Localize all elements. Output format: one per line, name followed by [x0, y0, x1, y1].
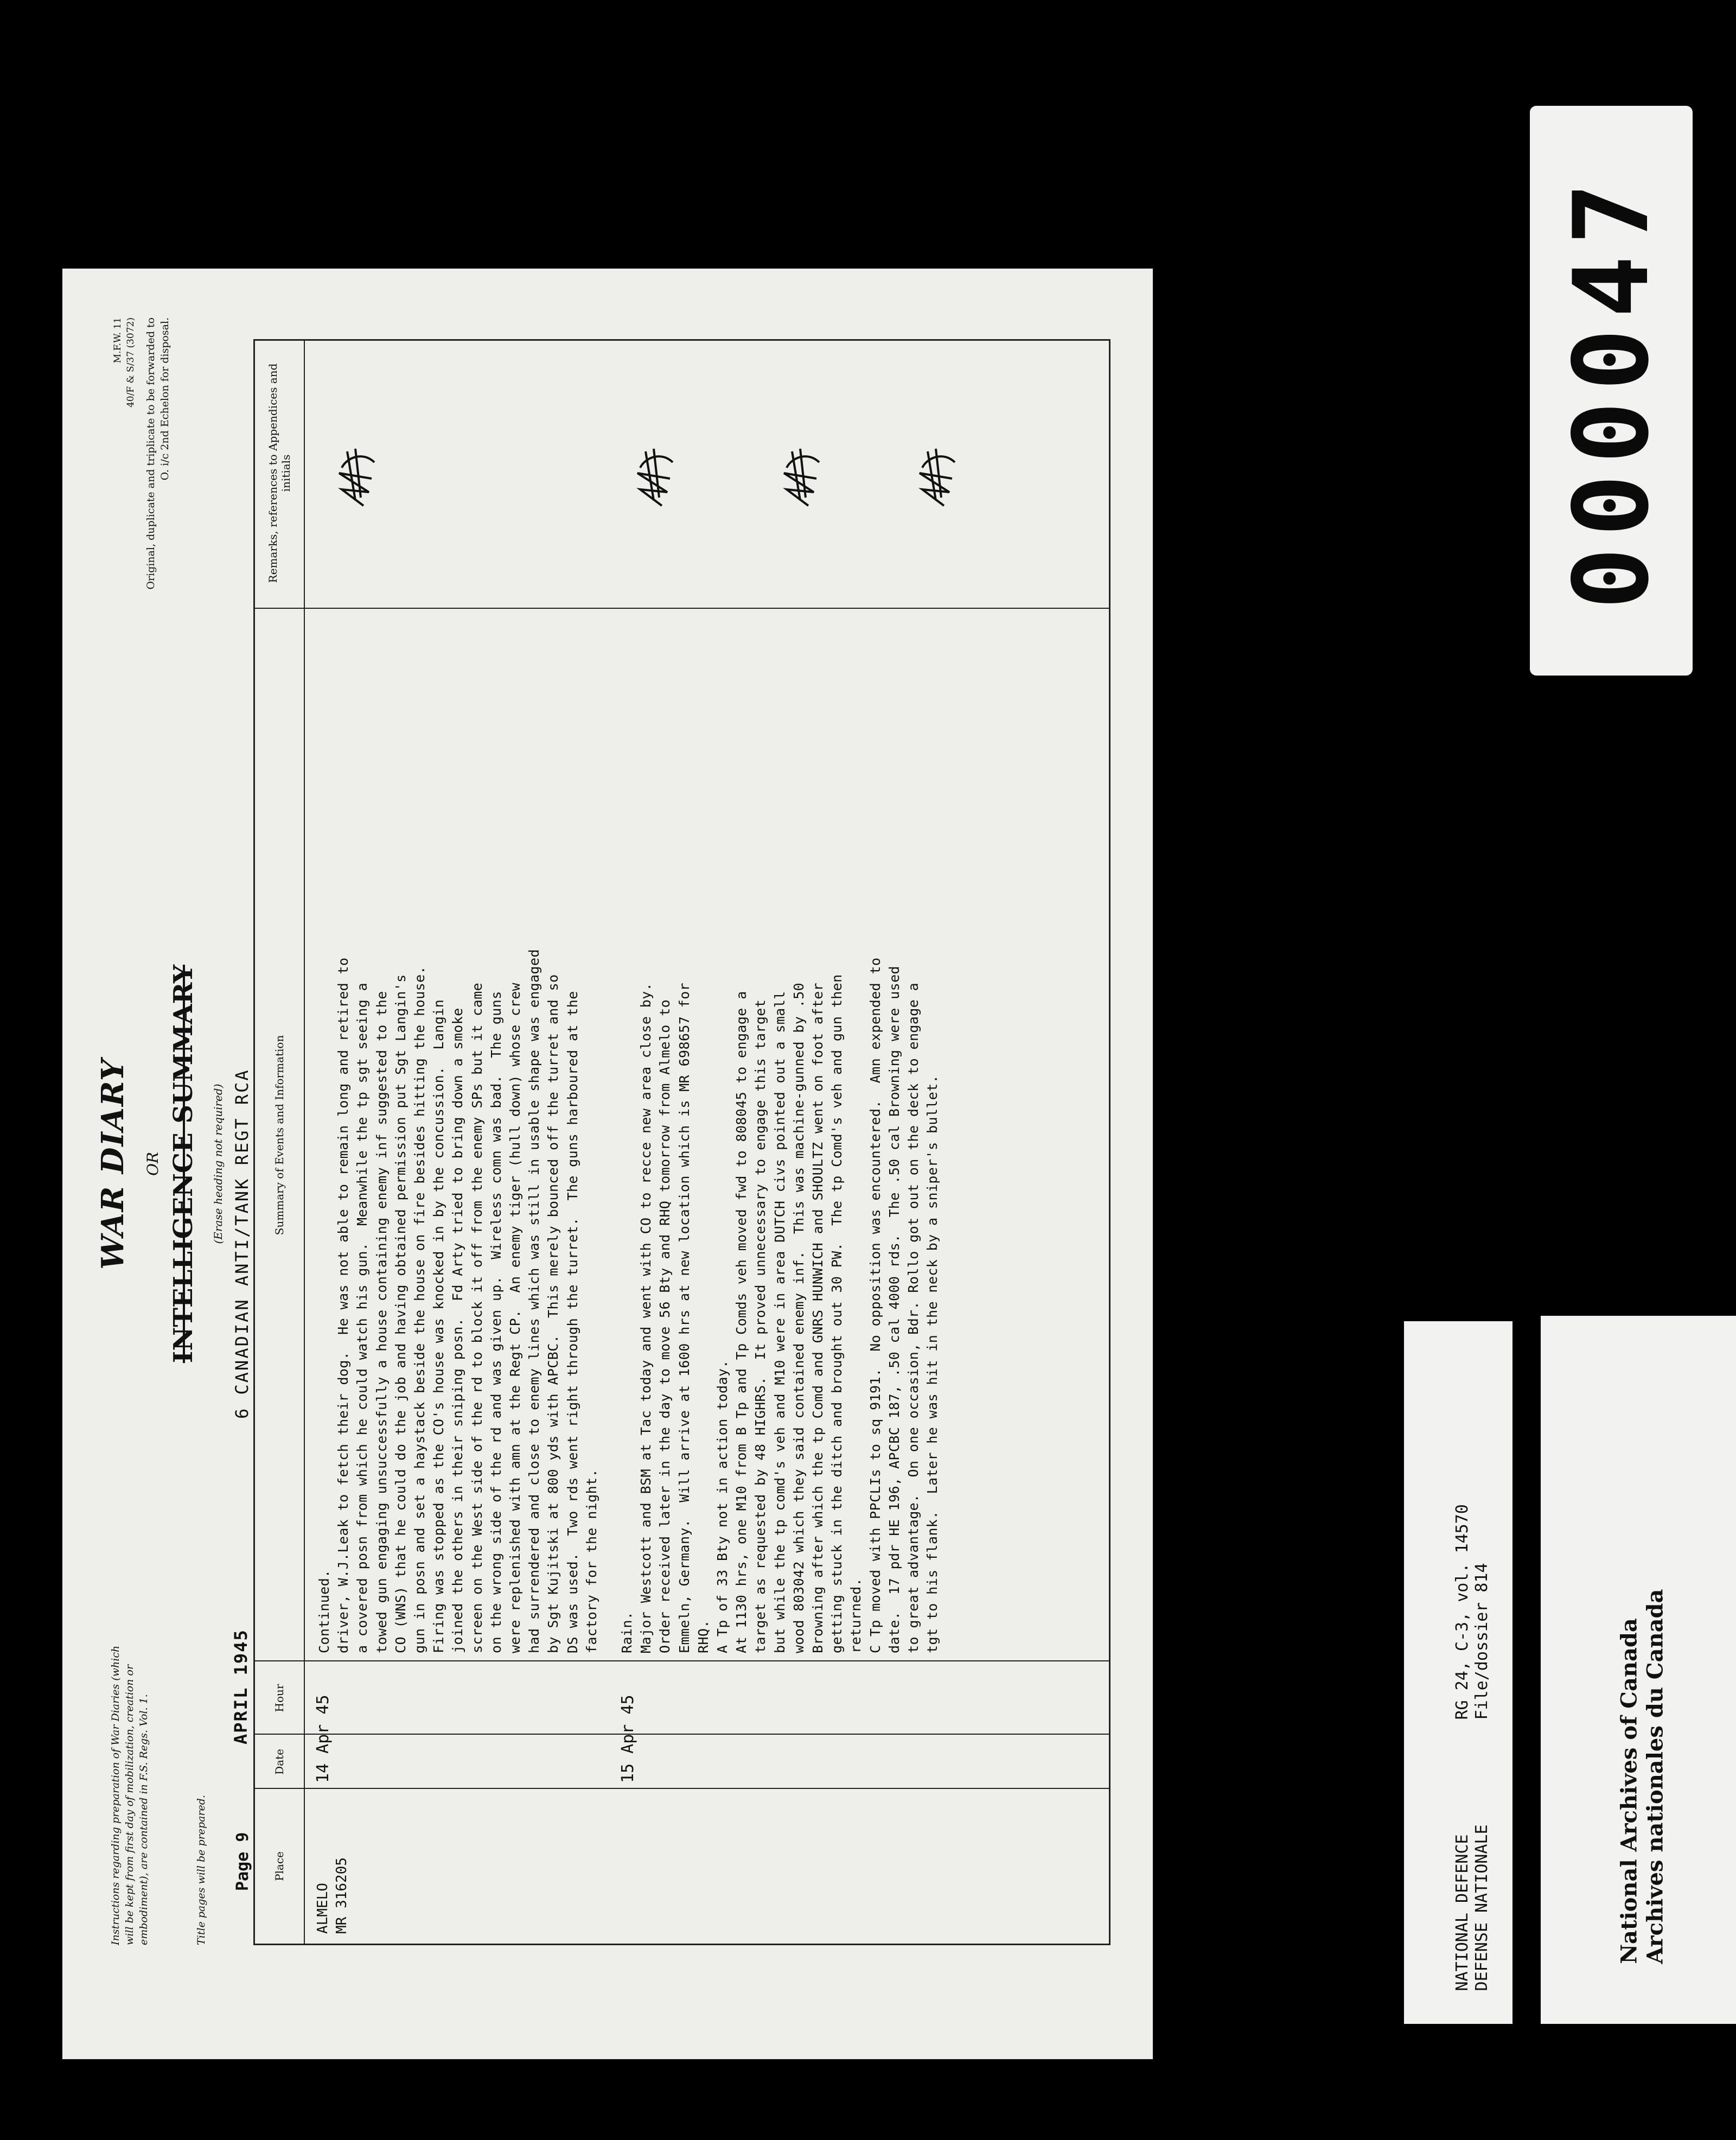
- column-divider: [255, 608, 1109, 609]
- archives-name-en: National Archives of Canada: [1616, 1618, 1642, 1964]
- title-pages-note: Title pages will be prepared.: [195, 1795, 207, 1945]
- page-number: Page 9: [233, 1832, 252, 1891]
- handwritten-initials: [911, 441, 960, 511]
- instructions-text: Instructions regarding preparation of War Diaries (which will be kept from first day of mobilization, creation or embodiment), are contained in F.S. Regs. Vol. 1.: [110, 1645, 150, 1945]
- department-name-fr: DEFENSE NATIONALE: [1472, 1824, 1491, 1991]
- entry-summary: Rain. Major Westcott and BSM at Tac today and went with CO to recce new area close by. Order received later in the day to move 56 Bty and RHQ tomorrow from Almelo to Emmeln, Germany. Will arrive at 1600 hrs at new location which is MR 698657 for RHQ. A Tp of 33 Bty not in action today. At 1130 hrs, one M10 from B Tp and Tp Comds veh moved fwd to 808045 to engage a target as requested by 48 HIGHRS. It proved unnecessary to engage this target but while the tp comd's veh and M10 were in area DUTCH civs pointed out a small wood 803042 which they said contained enemy inf. This was machine-gunned by .50 Browning after which the tp Comd and GNRS HUNWICH and SHOULTZ went on foot after getting stuck in the ditch and brought out 30 PW. The tp Comd's veh and gun then returned. C Tp moved with PPCLIs to sq 9191. No opposition was encountered. Amn expended to date. 17 pdr HE 196, APCBC 187, .50 cal 4000 rds. The .50 cal Browning were used to great advantage. On one occasion, Bdr. Rollo got out on the deck to engage a tgt to his flank. Later he was hit in the neck by a sniper's bullet.: [619, 957, 941, 1653]
- entry-date: 15 Apr 45: [618, 1695, 637, 1783]
- record-group-volume: RG 24, C-3, vol. 14570: [1453, 1504, 1472, 1720]
- form-number-code: M.F.W. 11: [112, 317, 123, 364]
- archives-name-fr: Archives nationales du Canada: [1642, 1589, 1668, 1964]
- war-diary-sheet: [62, 269, 1153, 2059]
- column-divider: [255, 1788, 1109, 1789]
- handwritten-initials: [331, 441, 380, 511]
- department-name-en: NATIONAL DEFENCE: [1453, 1834, 1472, 1991]
- entry-date: 14 Apr 45: [314, 1695, 333, 1783]
- form-reference: 40/F & S/37 (3072): [125, 317, 136, 408]
- handwritten-initials: [629, 441, 678, 511]
- archive-number: 000047: [1551, 171, 1671, 610]
- reference-label-content: [1404, 1321, 1512, 2024]
- entry-summary: Continued. driver, W.J.Leak to fetch their dog. He was not able to remain long and retired to a covered posn from which he could watch his gun. Meanwhile the tp sgt seeing a towed gun engaging unsuccessfully a house containing enemy inf suggested to the CO (WNS) that he could do the job and having obtained permission put Sgt Langin's gun in posn and set a haystack beside the house on fire besides hitting the house. Firing was stopped as the CO's house was knocked in by the concussion. Langin joined the others in their sniping posn. Fd Arty tried to bring down a smoke screen on the West side of the rd to block it off from the enemy SPs but it came on the wrong side of the rd and was given up. Wireless comn was bad. The guns were replenished with amn at the Regt CP. An enemy tiger (hull down) whose crew had surrendered and close to enemy lines which was still in usable shape was engaged by Sgt Kujitski at 800 yds with APCBC. This merely bounced off the turret and so DS was used. Two rds went right through the turret. The guns harboured at the factory for the night.: [316, 949, 599, 1653]
- column-divider: [255, 1734, 1109, 1735]
- department-name: [1453, 1824, 1492, 1991]
- header-divider: [304, 341, 305, 1944]
- header-place: Place: [273, 1851, 286, 1881]
- erase-heading-note: (Erase heading not required): [212, 1084, 225, 1244]
- diary-month: APRIL 1945: [231, 1629, 251, 1744]
- column-divider: [255, 1660, 1109, 1661]
- handwritten-initials: [776, 441, 825, 511]
- unit-name: 6 CANADIAN ANTI/TANK REGT RCA: [232, 1068, 252, 1419]
- war-diary-sheet-frame: [62, 269, 1153, 2059]
- archive-number-label: [1530, 106, 1693, 676]
- entry-place: ALMELO MR 316205: [315, 1857, 350, 1934]
- record-reference: [1453, 1504, 1492, 1719]
- header-date: Date: [273, 1749, 286, 1775]
- intelligence-summary-heading: INTELLIGENCE SUMMARY: [168, 964, 199, 1364]
- title-or: OR: [144, 1151, 162, 1176]
- reference-label: [1404, 1321, 1512, 2024]
- file-dossier: File/dossier 814: [1472, 1563, 1491, 1720]
- header-summary: Summary of Events and Information: [273, 1035, 286, 1235]
- header-hour: Hour: [273, 1684, 286, 1712]
- page-title: WAR DIARY: [95, 1058, 131, 1270]
- archives-label: [1541, 1316, 1736, 2024]
- distribution-note: Original, duplicate and triplicate to be forwarded to O. i/c 2nd Echelon for disposal.: [145, 317, 171, 590]
- diary-table: [253, 339, 1110, 1945]
- form-number: [111, 317, 137, 407]
- header-remarks: Remarks, references to Appendices and initials: [266, 363, 292, 583]
- archives-label-content: [1541, 1316, 1736, 2024]
